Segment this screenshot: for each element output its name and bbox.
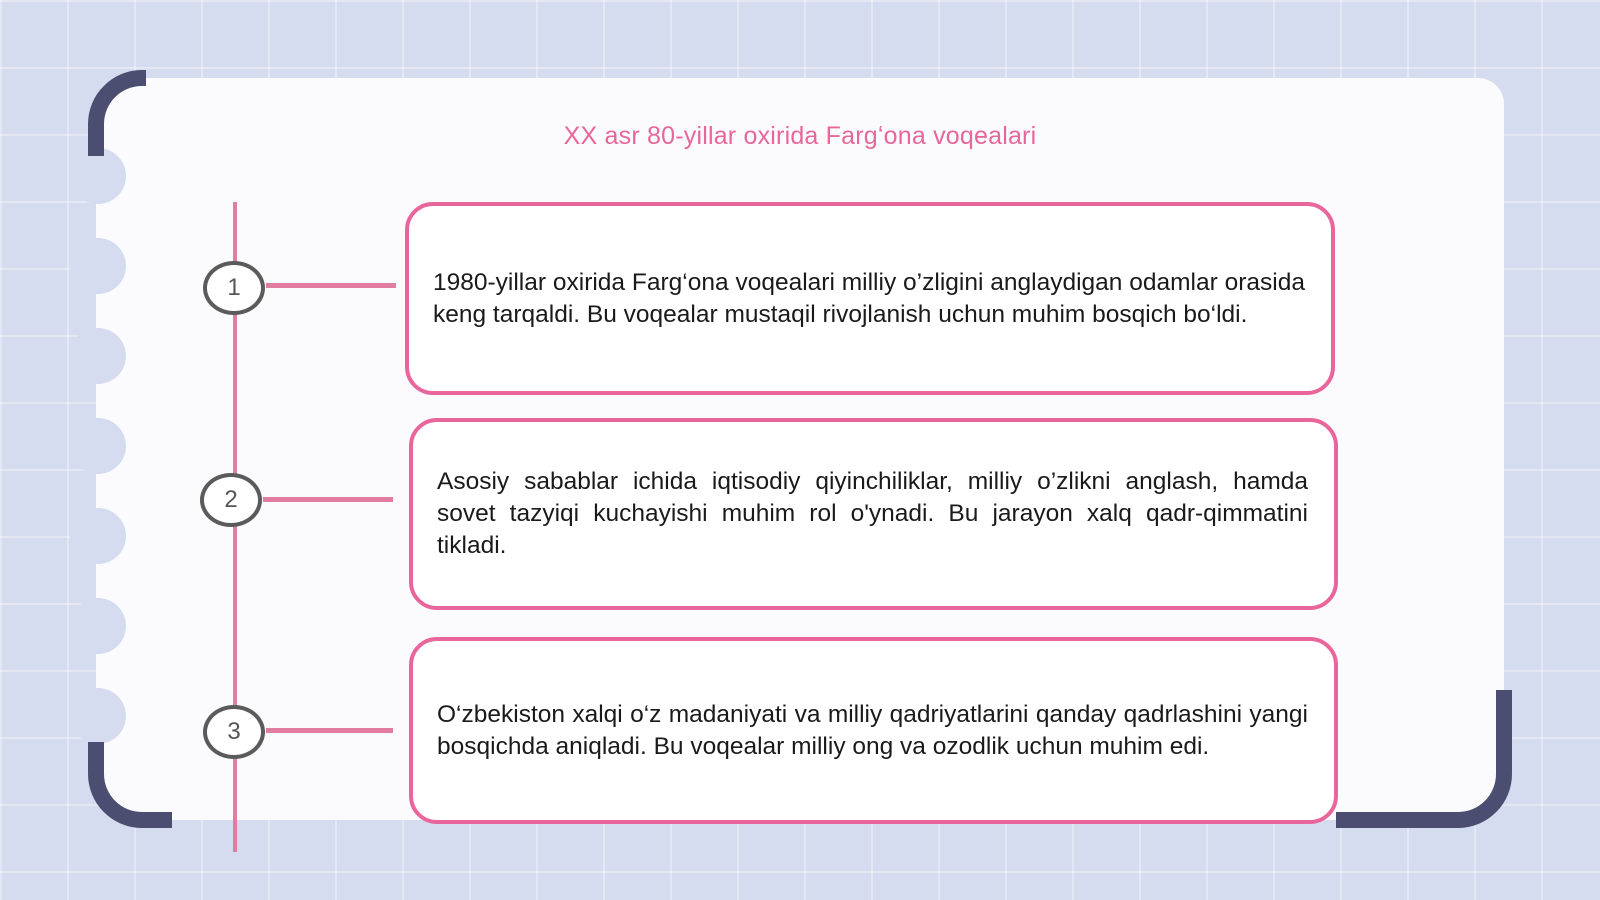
notebook-notch — [70, 598, 126, 654]
timeline-card-text: Asosiy sabablar ichida iqtisodiy qiyinchiliklar, milliy o’zlikni anglash, hamda sovet tazyiqi kuchayishi muhim rol o'ynadi. Bu jarayon xalq qadr-qimmatini tikladi. — [437, 468, 1308, 559]
timeline-card-1 — [405, 202, 1335, 395]
timeline-card-3 — [409, 637, 1338, 824]
timeline-card-text: 1980-yillar oxirida Farg‘ona voqealari milliy o’zligini anglaydigan odamlar orasida keng tarqaldi. Bu voqealar mustaqil rivojlanish uchun muhim bosqich bo‘ldi. — [433, 268, 1305, 328]
slide-title: XX asr 80-yillar oxirida Fargʻona voqealari — [563, 122, 1037, 150]
notebook-notch — [70, 148, 126, 204]
notebook-notch — [70, 508, 126, 564]
notebook-notch — [70, 238, 126, 294]
timeline-card-text: O‘zbekiston xalqi o‘z madaniyati va milliy qadriyatlarini qanday qadrlashini yangi bosqichda aniqladi. Bu voqealar milliy ong va ozodlik uchun muhim edi. — [437, 700, 1308, 760]
frame-corner-bottom-right — [1336, 690, 1512, 828]
timeline-connector — [266, 728, 393, 733]
notebook-notch — [70, 418, 126, 474]
timeline-connector — [266, 283, 396, 288]
timeline-card-2 — [409, 418, 1338, 610]
notebook-notch — [70, 328, 126, 384]
notebook-notch — [70, 688, 126, 744]
timeline-number-3: 3 — [203, 705, 265, 759]
frame-corner-bottom-left — [88, 742, 172, 828]
timeline-number-1: 1 — [203, 261, 265, 315]
timeline-number-2: 2 — [200, 473, 262, 527]
timeline-connector — [263, 497, 393, 502]
